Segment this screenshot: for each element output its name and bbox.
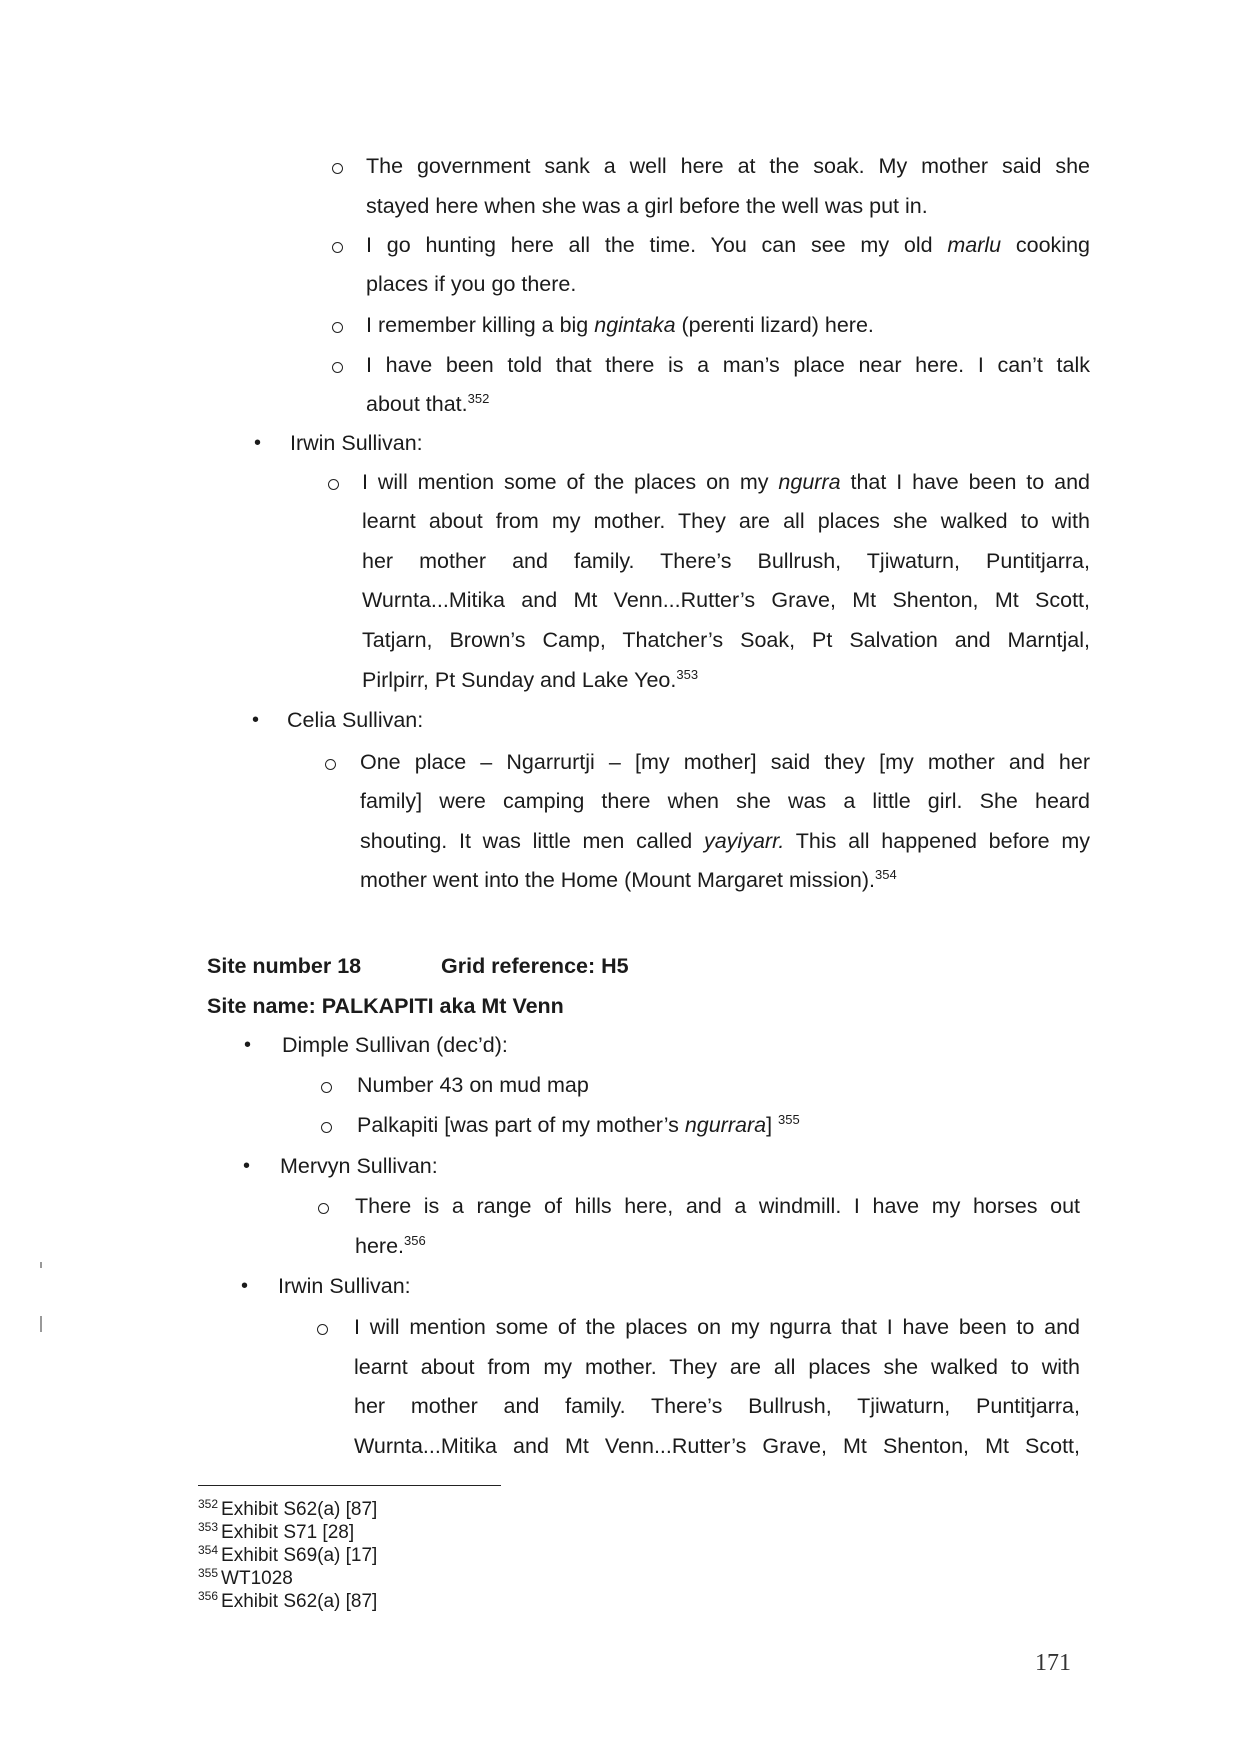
sub-bullet-icon [328,479,339,490]
bullet-icon: • [252,709,260,731]
quote-line: Wurnta...Mitika and Mt Venn...Rutter’s Grave, Mt Shenton, Mt Scott, [362,588,1090,612]
sub-bullet-icon [332,322,343,333]
indigenous-term: ngintaka [594,313,676,337]
bullet-icon: • [254,432,262,454]
quote-line: The government sank a well here at the soak. My mother said she [366,154,1090,178]
speaker-name: Mervyn Sullivan: [280,1154,438,1178]
scan-mark [40,1262,42,1268]
quote-line: I have been told that there is a man’s place near here. I can’t talk [366,353,1090,377]
speaker-name: Irwin Sullivan: [278,1274,411,1298]
quote-line: family] were camping there when she was a little girl. She heard [360,789,1090,813]
quote-line: Palkapiti [was part of my mother’s ngurrara] $^{355}$ [357,1111,800,1137]
quote-line: One place – Ngarrurtji – [my mother] said they [my mother and her [360,750,1090,774]
scan-mark [40,1316,42,1332]
page-number: 171 [1035,1650,1071,1676]
quote-line: There is a range of hills here, and a windmill. I have my horses out [355,1194,1080,1218]
sub-bullet-icon [321,1082,332,1093]
footnote: $^{354}$ Exhibit S69(a) [17] [198,1542,378,1566]
footnote: $^{352}$ Exhibit S62(a) [87] [198,1496,378,1520]
quote-line: I remember killing a big ngintaka (perenti lizard) here. [366,313,874,337]
indigenous-term: marlu [947,233,1002,257]
quote-line: about that.$^{352}$ [366,390,490,416]
sub-bullet-icon [332,362,343,373]
bullet-icon: • [244,1034,252,1056]
quote-line: I will mention some of the places on my ngurra that I have been to and [362,470,1090,494]
sub-bullet-icon [332,163,343,174]
quote-line: learnt about from my mother. They are all places she walked to with [354,1355,1080,1379]
quote-line: Number 43 on mud map [357,1073,589,1097]
speaker-name: Dimple Sullivan (dec’d): [282,1033,508,1057]
grid-reference-heading: Grid reference: H5 [441,954,629,978]
footnote-ref[interactable]: 352 [467,390,490,406]
site-number-heading: Site number 18 [207,954,362,978]
speaker-name: Celia Sullivan: [287,708,424,732]
quote-line: mother went into the Home (Mount Margaret mission).$^{354}$ [360,866,897,892]
quote-line: here.$^{356}$ [355,1232,426,1258]
footnote: $^{356}$ Exhibit S62(a) [87] [198,1588,378,1612]
footnote-ref[interactable]: 356 [404,1232,426,1248]
quote-line: Tatjarn, Brown’s Camp, Thatcher’s Soak, Pt Salvation and Marntjal, [362,628,1090,652]
quote-line: her mother and family. There’s Bullrush, Tjiwaturn, Puntitjarra, [362,549,1090,573]
footnote: $^{353}$ Exhibit S71 [28] [198,1519,355,1543]
footnote-separator [198,1485,501,1486]
footnote-ref[interactable]: 354 [875,866,897,882]
bullet-icon: • [243,1155,251,1177]
footnote-ref[interactable]: 353 [676,666,699,682]
bullet-icon: • [241,1275,249,1297]
quote-line: Wurnta...Mitika and Mt Venn...Rutter’s Grave, Mt Shenton, Mt Scott, [354,1434,1080,1458]
sub-bullet-icon [325,759,336,770]
footnote: $^{355}$ WT1028 [198,1565,293,1589]
quote-line: shouting. It was little men called yayiyarr. This all happened before my [360,829,1090,853]
quote-line: learnt about from my mother. They are all places she walked to with [362,509,1090,533]
indigenous-term: ngurra [778,470,841,494]
quote-line: Pirlpirr, Pt Sunday and Lake Yeo.$^{353}$ [362,666,699,692]
quote-line: her mother and family. There’s Bullrush, Tjiwaturn, Puntitjarra, [354,1394,1080,1418]
sub-bullet-icon [317,1324,328,1335]
speaker-name: Irwin Sullivan: [290,431,423,455]
sub-bullet-icon [318,1203,329,1214]
quote-line: stayed here when she was a girl before the well was put in. [366,194,928,218]
quote-line: I go hunting here all the time. You can see my old marlu cooking [366,233,1090,257]
indigenous-term: ngurrara [684,1113,767,1137]
footnote-ref[interactable]: 355 [778,1111,800,1127]
site-name-heading: Site name: PALKAPITI aka Mt Venn [207,994,564,1018]
indigenous-term: yayiyarr. [703,829,785,853]
quote-line: places if you go there. [366,272,577,296]
sub-bullet-icon [321,1122,332,1133]
sub-bullet-icon [332,242,343,253]
quote-line: I will mention some of the places on my ngurra that I have been to and [354,1315,1080,1339]
